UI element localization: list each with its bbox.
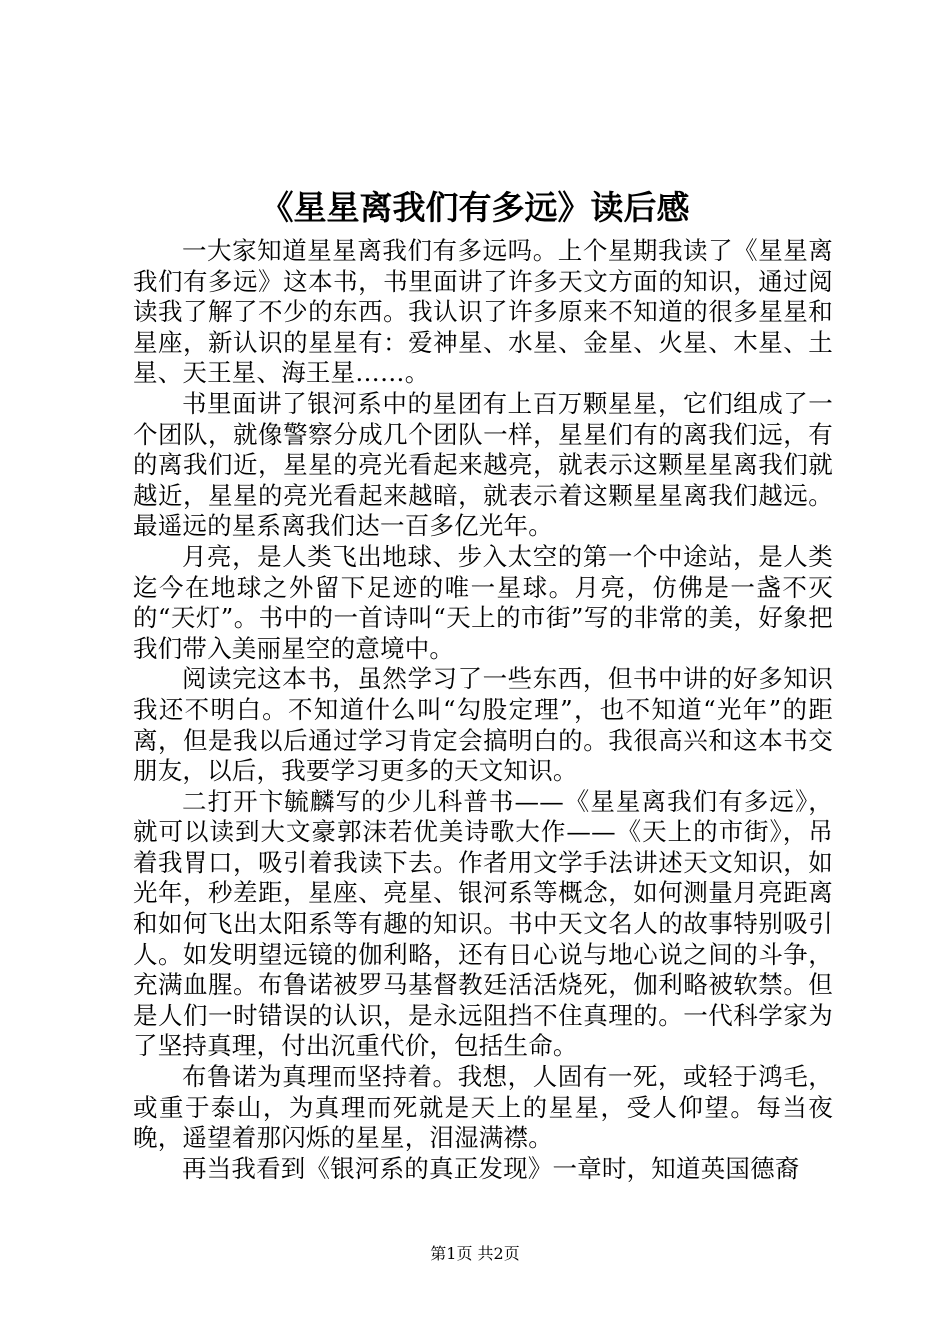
paragraph-4: 阅读完这本书，虽然学习了一些东西，但书中讲的好多知识我还不明白。不知道什么叫“勾股定理”，也不知道“光年”的距离，但是我以后通过学习肯定会搞明白的。我很高兴和这本书交朋友，以后，我要学习更多的天文知识。 [133, 664, 833, 786]
paragraph-6: 布鲁诺为真理而坚持着。我想，人固有一死，或轻于鸿毛，或重于泰山，为真理而死就是天上的星星，受人仰望。每当夜晚，遥望着那闪烁的星星，泪湿满襟。 [133, 1062, 833, 1153]
page-number-footer: 第1页 共2页 [430, 1244, 520, 1263]
document-body [133, 236, 833, 1184]
paragraph-3: 月亮，是人类飞出地球、步入太空的第一个中途站，是人类迄今在地球之外留下足迹的唯一星球。月亮，仿佛是一盏不灭的“天灯”。书中的一首诗叫“天上的市街”写的非常的美，好象把我们带入美丽星空的意境中。 [133, 541, 833, 663]
paragraph-1: 一大家知道星星离我们有多远吗。上个星期我读了《星星离我们有多远》这本书，书里面讲了许多天文方面的知识，通过阅读我了解了不少的东西。我认识了许多原来不知道的很多星星和星座，新认识的星星有：爱神星、水星、金星、火星、木星、土星、天王星、海王星……。 [133, 236, 833, 388]
paragraph-5: 二打开卞毓麟写的少儿科普书——《星星离我们有多远》，就可以读到大文豪郭沫若优美诗歌大作——《天上的市街》，吊着我胃口，吸引着我读下去。作者用文学手法讲述天文知识，如光年，秒差距，星座、亮星、银河系等概念，如何测量月亮距离和如何飞出太阳系等有趣的知识。书中天文名人的故事特别吸引人。如发明望远镜的伽利略，还有日心说与地心说之间的斗争，充满血腥。布鲁诺被罗马基督教廷活活烧死，伽利略被软禁。但是人们一时错误的认识，是永远阻挡不住真理的。一代科学家为了坚持真理，付出沉重代价，包括生命。 [133, 786, 833, 1061]
paragraph-2: 书里面讲了银河系中的星团有上百万颗星星，它们组成了一个团队，就像警察分成几个团队一样，星星们有的离我们远，有的离我们近，星星的亮光看起来越亮，就表示这颗星星离我们就越近，星星的亮光看起来越暗，就表示着这颗星星离我们越远。最遥远的星系离我们达一百多亿光年。 [133, 388, 833, 541]
paragraph-7: 再当我看到《银河系的真正发现》一章时，知道英国德裔 [182, 1153, 800, 1183]
document-title: 《星星离我们有多远》读后感 [260, 188, 690, 227]
